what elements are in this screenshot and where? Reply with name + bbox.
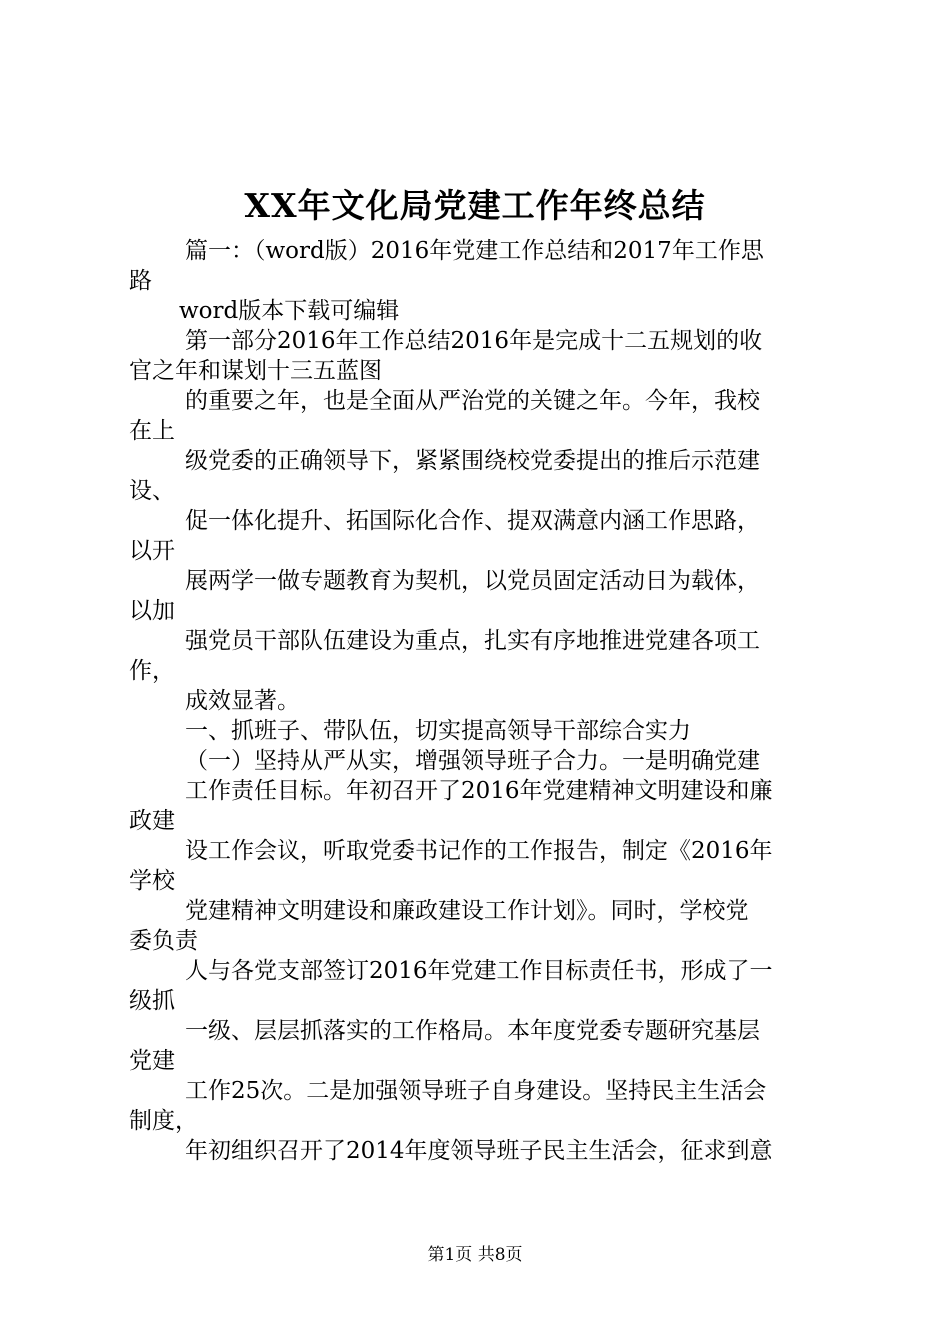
text-line: 路 (129, 268, 152, 294)
text-line: 人与各党支部签订2016年党建工作目标责任书，形成了一 (185, 958, 773, 984)
page-footer: 第1页 共8页 (427, 1245, 523, 1265)
document-title: XX年文化局党建工作年终总结 (244, 186, 706, 225)
document-body (129, 236, 833, 1166)
text-line: 以开 (129, 538, 175, 564)
text-line: 制度， (129, 1108, 198, 1134)
text-line: 学校 (129, 868, 175, 894)
text-line: 促一体化提升、拓国际化合作、提双满意内涵工作思路， (185, 508, 760, 534)
text-line: 设、 (129, 478, 175, 504)
text-line: 第一部分2016年工作总结2016年是完成十二五规划的收 (185, 328, 763, 354)
text-line: 级抓 (129, 988, 175, 1014)
text-line: 作， (129, 658, 175, 684)
text-line: （一）坚持从严从实，增强领导班子合力。一是明确党建 (185, 748, 760, 774)
text-line: 工作责任目标。年初召开了2016年党建精神文明建设和廉 (185, 778, 773, 804)
text-line: 党建 (129, 1048, 175, 1074)
text-line: 成效显著。 (185, 688, 300, 714)
text-line: 委负责 (129, 928, 198, 954)
text-line: 政建 (129, 808, 175, 834)
text-line: 年初组织召开了2014年度领导班子民主生活会，征求到意 (185, 1138, 773, 1164)
text-line: 展两学一做专题教育为契机，以党员固定活动日为载体， (185, 568, 760, 594)
text-line: 篇一：（word版）2016年党建工作总结和2017年工作思 (185, 238, 764, 264)
text-line: 强党员干部队伍建设为重点，扎实有序地推进党建各项工 (185, 628, 760, 654)
text-line: 设工作会议，听取党委书记作的工作报告，制定《2016年 (185, 838, 773, 864)
text-line: 在上 (129, 418, 175, 444)
text-line: 工作25次。二是加强领导班子自身建设。坚持民主生活会 (185, 1078, 767, 1104)
text-line: 以加 (129, 598, 175, 624)
text-line: 一、抓班子、带队伍，切实提高领导干部综合实力 (185, 718, 691, 744)
text-line: 的重要之年，也是全面从严治党的关键之年。今年，我校 (185, 388, 760, 414)
text-line: 官之年和谋划十三五蓝图 (129, 358, 382, 384)
text-line: 党建精神文明建设和廉政建设工作计划》。同时，学校党 (185, 898, 749, 924)
text-line: word版本下载可编辑 (179, 298, 400, 324)
text-line: 级党委的正确领导下，紧紧围绕校党委提出的推后示范建 (185, 448, 760, 474)
text-line: 一级、层层抓落实的工作格局。本年度党委专题研究基层 (185, 1018, 760, 1044)
